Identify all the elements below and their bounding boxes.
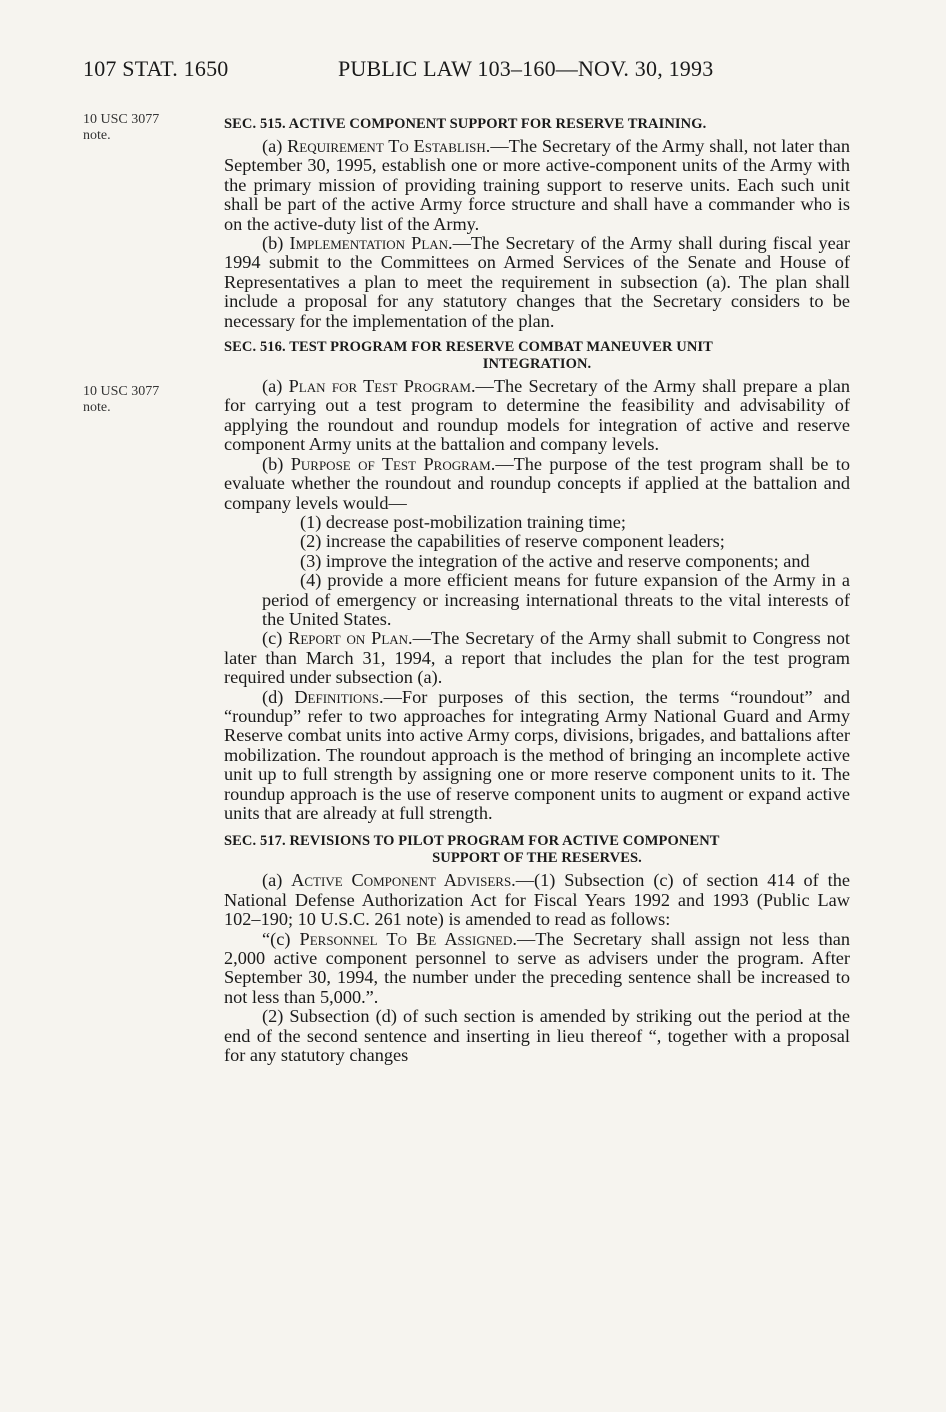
section-515-heading: SEC. 515. ACTIVE COMPONENT SUPPORT FOR RESERVE TRAINING. [224, 116, 707, 132]
sec517-paragraph-2: (2) Subsection (d) of such section is amended by striking out the period at the end of the second sentence and inserting in lieu thereof “, together with a proposal for any statutory changes [224, 1006, 850, 1066]
page-reference: 107 STAT. 1650 [83, 56, 229, 81]
sec515-subsection-b: (b) Implementation Plan.—The Secretary of the Army shall during fiscal year 1994 submit to the Committees on Armed Services of the Senate and House of Representatives a plan to meet the requirement in subsection (a). The plan shall include a proposal for any statutory changes that the Secretary considers to be necessary for the implementation of the plan. [224, 233, 850, 331]
sec516-subsection-b: (b) Purpose of Test Program.—The purpose of the test program shall be to evaluate whether the roundout and roundup concepts if applied at the battalion and company levels would— [224, 453, 850, 513]
sec516-subsection-a: (a) Plan for Test Program.—The Secretary of the Army shall prepare a plan for carrying out a test program to determine the feasibility and advisability of applying the roundout and roundup models for integration of active and reserve component Army units at the battalion and company levels. [224, 376, 850, 455]
section-516-heading: SEC. 516. TEST PROGRAM FOR RESERVE COMBAT MANEUVER UNIT INTEGRATION. [224, 339, 713, 373]
document-body [224, 110, 850, 1065]
margin-note-sec515: 10 USC 3077 note. [83, 112, 160, 143]
sec516-subsection-c: (c) Report on Plan.—The Secretary of the Army shall submit to Congress not later than March 31, 1994, a report that includes the plan for the test program required under subsection (a). [224, 628, 850, 688]
section-517-heading: SEC. 517. REVISIONS TO PILOT PROGRAM FOR ACTIVE COMPONENT SUPPORT OF THE RESERVES. [224, 833, 720, 867]
sec517-subsection-a: (a) Active Component Advisers.—(1) Subsection (c) of section 414 of the National Defense Authorization Act for Fiscal Years 1992 and 1993 (Public Law 102–190; 10 U.S.C. 261 note) is amended to read as follows: [224, 870, 850, 930]
sec517-quoted-subsection-c: “(c) Personnel To Be Assigned.—The Secretary shall assign not less than 2,000 active component personnel to serve as advisers under the program. After September 30, 1994, the number under the preceding sentence shall be increased to not less than 5,000.”. [224, 928, 850, 1007]
sec516-item-3: (3) improve the integration of the active and reserve components; and [300, 550, 810, 571]
sec516-item-4: (4) provide a more efficient means for future expansion of the Army in a period of emergency or increasing international threats to the vital interests of the United States. [262, 570, 850, 629]
law-title: PUBLIC LAW 103–160—NOV. 30, 1993 [338, 56, 714, 81]
sec516-item-1: (1) decrease post-mobilization training time; [300, 511, 626, 532]
margin-note-sec516: 10 USC 3077 note. [83, 384, 160, 415]
sec516-subsection-d: (d) Definitions.—For purposes of this section, the terms “roundout” and “roundup” refer to two approaches for integrating Army National Guard and Army Reserve combat units into active Army corps, divisions, brigades, and battalions after mobilization. The roundout approach is the method of bringing an incomplete active unit up to full strength by assigning one or more reserve component units to it. The roundup approach is the use of reserve component units to augment or expand active units that are already at full strength. [224, 686, 851, 823]
sec515-subsection-a: (a) Requirement To Establish.—The Secretary of the Army shall, not later than September 30, 1995, establish one or more active-component units of the Army with the primary mission of providing training support to reserve units. Each such unit shall be part of the active Army force structure and shall have a commander who is on the active-duty list of the Army. [224, 136, 850, 234]
sec516-item-2: (2) increase the capabilities of reserve component leaders; [300, 531, 725, 552]
